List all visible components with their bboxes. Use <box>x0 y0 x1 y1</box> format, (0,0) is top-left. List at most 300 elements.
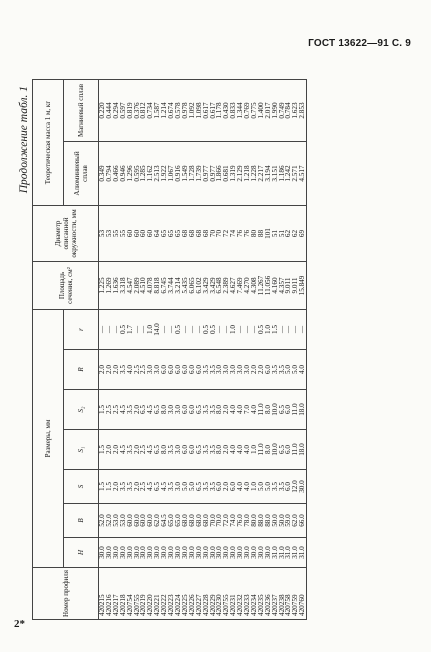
table-cell: 420754 <box>127 568 134 620</box>
table-cell: 30.0 <box>251 538 258 568</box>
table-cell: 4.627 <box>230 262 237 310</box>
table-cell: 4.0 <box>127 350 134 390</box>
table-cell: 7.0 <box>244 390 251 430</box>
table-cell: 1.0 <box>251 470 258 504</box>
table-cell: 30.0 <box>140 538 147 568</box>
table-cell: 4.517 <box>299 142 306 206</box>
table-cell: 1.990 <box>272 80 279 142</box>
table-cell: 53.0 <box>120 504 127 538</box>
table-cell: 1.866 <box>216 142 223 206</box>
table-cell: 0.578 <box>175 80 182 142</box>
header-profile-number: Номер профиля <box>33 568 99 620</box>
table-row <box>175 80 182 620</box>
table-row <box>237 80 244 620</box>
table-cell: 80 <box>251 206 258 262</box>
table-cell: 1.162 <box>147 142 154 206</box>
table-cell: 30.0 <box>189 538 196 568</box>
table-cell: 0.595 <box>134 142 141 206</box>
table-cell: 6.0 <box>285 430 292 470</box>
table-cell: 0.617 <box>203 80 210 142</box>
table-cell: 6.0 <box>182 390 189 430</box>
table-cell: 420217 <box>113 568 120 620</box>
table-cell: 30.0 <box>223 538 230 568</box>
table-cell: 9.011 <box>292 262 299 310</box>
table-cell: 6.0 <box>189 350 196 390</box>
table-cell: 420228 <box>203 568 210 620</box>
header-mass-group: Теоретическая масса 1 м, кг <box>33 80 64 206</box>
table-cell: 1.5 <box>272 310 279 350</box>
table-cell: 1.214 <box>161 80 168 142</box>
table-row <box>210 80 217 620</box>
table-row <box>251 80 258 620</box>
table-cell: 0.466 <box>113 142 120 206</box>
table-cell: 3.0 <box>175 430 182 470</box>
table-row <box>99 80 106 620</box>
table-cell: 2.0 <box>223 390 230 430</box>
table-row <box>216 80 223 620</box>
table-cell: 420220 <box>147 568 154 620</box>
table-cell: 3.5 <box>127 470 134 504</box>
table-cell: 6.5 <box>140 390 147 430</box>
table-cell: 30.0 <box>120 538 127 568</box>
table-cell: 50.0 <box>272 504 279 538</box>
table-cell: 3.5 <box>210 470 217 504</box>
table-cell: 420224 <box>175 568 182 620</box>
table-cell: 0.597 <box>120 80 127 142</box>
table-cell: — <box>134 310 141 350</box>
table-cell: 68.0 <box>182 504 189 538</box>
table-cell: 2.5 <box>106 390 113 430</box>
table-cell: 65 <box>168 206 175 262</box>
header-r: r <box>64 310 99 350</box>
table-cell: — <box>285 310 292 350</box>
table-cell: 0.819 <box>127 80 134 142</box>
table-cell: 2.0 <box>106 430 113 470</box>
table-cell: 1.269 <box>106 262 113 310</box>
table-continuation-label: Продолжение табл. 1 <box>18 86 30 194</box>
table-cell: 420222 <box>161 568 168 620</box>
table-cell: 7.469 <box>237 262 244 310</box>
table-cell: 1.587 <box>154 80 161 142</box>
table-cell: 68 <box>189 206 196 262</box>
table-cell: 6.5 <box>196 430 203 470</box>
table-cell: 3.5 <box>127 390 134 430</box>
table-cell: 68 <box>203 206 210 262</box>
table-cell: 60.0 <box>134 504 141 538</box>
table-cell: 4.0 <box>251 390 258 430</box>
table-cell: 6.0 <box>196 350 203 390</box>
table-row <box>106 80 113 620</box>
table-cell: 6.0 <box>285 470 292 504</box>
table-cell: 70.0 <box>210 504 217 538</box>
table-cell: 3.214 <box>175 262 182 310</box>
table-cell: 1.242 <box>285 142 292 206</box>
table-cell: 0.294 <box>113 80 120 142</box>
table-cell: 0.734 <box>147 80 154 142</box>
table-row <box>223 80 230 620</box>
table-cell: 51 <box>279 206 286 262</box>
table-cell: 1.092 <box>189 80 196 142</box>
table-cell: 4.5 <box>147 430 154 470</box>
table-cell: 88.0 <box>258 504 265 538</box>
table-cell: 4.308 <box>251 262 258 310</box>
table-cell: — <box>140 310 147 350</box>
table-cell: 4.0 <box>237 470 244 504</box>
table-cell: 0.812 <box>140 80 147 142</box>
table-row <box>134 80 141 620</box>
table-cell: 66.0 <box>299 504 306 538</box>
table-cell: 3.429 <box>210 262 217 310</box>
table-row <box>285 80 292 620</box>
table-cell: 4.5 <box>147 470 154 504</box>
table-cell: 4.160 <box>272 262 279 310</box>
table-cell: 60 <box>140 206 147 262</box>
table-row <box>230 80 237 620</box>
table-cell: 30.0 <box>175 538 182 568</box>
table-row <box>154 80 161 620</box>
table-cell: 0.833 <box>230 80 237 142</box>
table-cell: 6.0 <box>182 430 189 470</box>
table-cell: 2.129 <box>237 142 244 206</box>
table-cell: 3.0 <box>216 350 223 390</box>
table-cell: 3.5 <box>120 470 127 504</box>
table-cell: 420215 <box>99 568 106 620</box>
table-cell: 30.0 <box>230 538 237 568</box>
table-cell: 6.0 <box>175 350 182 390</box>
table-cell: 3.5 <box>127 430 134 470</box>
table-cell: 69 <box>299 206 306 262</box>
table-cell: 2.217 <box>258 142 265 206</box>
table-cell: 6.5 <box>279 390 286 430</box>
header-S2: S₂ <box>64 390 99 430</box>
header-aluminum: Алюминиевый сплав <box>64 142 99 206</box>
table-cell: 6.5 <box>154 430 161 470</box>
table-cell: — <box>113 310 120 350</box>
table-cell: 1.228 <box>251 142 258 206</box>
document-reference: ГОСТ 13622—91 С. 9 <box>308 38 411 49</box>
table-cell: 0.5 <box>203 310 210 350</box>
table-cell: 4.078 <box>147 262 154 310</box>
table-cell: 88 <box>258 206 265 262</box>
table-cell: 4.357 <box>279 262 286 310</box>
table-cell: 2.5 <box>134 350 141 390</box>
table-cell: 30.0 <box>147 538 154 568</box>
table-cell: 2.0 <box>134 390 141 430</box>
table-cell: — <box>292 310 299 350</box>
table-cell: 14.0 <box>154 310 161 350</box>
table-cell: 4.0 <box>244 470 251 504</box>
table-row <box>292 80 299 620</box>
table-cell: 3.5 <box>272 470 279 504</box>
table-row <box>258 80 265 620</box>
table-cell: 30.0 <box>196 538 203 568</box>
table-cell: 4.270 <box>244 262 251 310</box>
table-cell: 2.0 <box>223 470 230 504</box>
table-cell: 62.0 <box>292 504 299 538</box>
table-cell: 60 <box>147 206 154 262</box>
table-cell: — <box>237 310 244 350</box>
page-number: 2* <box>14 618 25 630</box>
table-cell: 0.376 <box>134 80 141 142</box>
table-cell: 6.5 <box>196 470 203 504</box>
table-cell: 6.065 <box>189 262 196 310</box>
table-cell: 31.0 <box>292 538 299 568</box>
table-row <box>196 80 203 620</box>
table-cell: 30.0 <box>161 538 168 568</box>
header-dimensions-group: Размеры, мм <box>33 310 64 568</box>
table-cell: 1.5 <box>106 470 113 504</box>
table-cell: 1.285 <box>140 142 147 206</box>
table-body <box>99 80 307 620</box>
table-cell: 74.0 <box>230 504 237 538</box>
table-cell: 0.784 <box>285 80 292 142</box>
table-cell: 1.296 <box>127 142 134 206</box>
table-cell: 2.0 <box>106 350 113 390</box>
table-cell: 60.0 <box>127 504 134 538</box>
table-cell: 3.5 <box>279 470 286 504</box>
table-cell: 420219 <box>140 568 147 620</box>
table-cell: 55 <box>120 206 127 262</box>
table-cell: — <box>251 310 258 350</box>
table-cell: 3.0 <box>168 390 175 430</box>
table-cell: 420755 <box>134 568 141 620</box>
table-cell: 420233 <box>244 568 251 620</box>
table-cell: 50.0 <box>279 504 286 538</box>
header-H: H <box>64 538 99 568</box>
table-cell: 2.0 <box>134 430 141 470</box>
header-R: R <box>64 350 99 390</box>
table-cell: — <box>182 310 189 350</box>
table-cell: 68 <box>196 206 203 262</box>
table-cell: 11.0 <box>258 430 265 470</box>
table-cell: 2.5 <box>140 350 147 390</box>
table-cell: 31.0 <box>299 538 306 568</box>
table-cell: 6.0 <box>189 430 196 470</box>
table-cell: 65 <box>175 206 182 262</box>
table-cell: 30.0 <box>168 538 175 568</box>
table-cell: 30.0 <box>134 538 141 568</box>
table-cell: 3.5 <box>120 350 127 390</box>
table-cell: 64 <box>154 206 161 262</box>
table-cell: 53 <box>106 206 113 262</box>
table-cell: 8.0 <box>216 430 223 470</box>
table-cell: 420232 <box>237 568 244 620</box>
table-row <box>279 80 286 620</box>
table-cell: 0.769 <box>244 80 251 142</box>
table-cell: 0.5 <box>258 310 265 350</box>
table-cell: 68.0 <box>189 504 196 538</box>
table-cell: 60.0 <box>140 504 147 538</box>
table-cell: 420230 <box>216 568 223 620</box>
table-row <box>189 80 196 620</box>
table-cell: 4.0 <box>299 350 306 390</box>
table-cell: 1.739 <box>196 142 203 206</box>
table-cell: 2.0 <box>99 350 106 390</box>
table-cell: 1.186 <box>279 142 286 206</box>
table-cell: 74 <box>230 206 237 262</box>
table-cell: 1.098 <box>196 80 203 142</box>
table-row <box>161 80 168 620</box>
table-cell: 3.5 <box>203 430 210 470</box>
table-cell: 4.5 <box>120 430 127 470</box>
table-cell: 62.0 <box>154 504 161 538</box>
table-cell: 76.0 <box>237 504 244 538</box>
table-cell: — <box>106 310 113 350</box>
table-cell: 72.0 <box>223 504 230 538</box>
table-cell: 1.623 <box>292 80 299 142</box>
table-cell: 2.0 <box>258 350 265 390</box>
table-cell: 420758 <box>285 568 292 620</box>
table-cell: 2.017 <box>265 80 272 142</box>
table-cell: 4.5 <box>120 390 127 430</box>
table-cell: 6.0 <box>216 470 223 504</box>
table-cell: — <box>223 310 230 350</box>
table-cell: 62 <box>285 206 292 262</box>
table-cell: 52.0 <box>106 504 113 538</box>
table-cell: 31.0 <box>285 538 292 568</box>
table-cell: 60 <box>134 206 141 262</box>
table-cell: 2.089 <box>134 262 141 310</box>
table-cell: 1.728 <box>189 142 196 206</box>
table-cell: 0.946 <box>120 142 127 206</box>
table-cell: 59.0 <box>285 504 292 538</box>
table-cell: 30.0 <box>113 538 120 568</box>
table-cell: 1.922 <box>161 142 168 206</box>
table-cell: — <box>196 310 203 350</box>
table-cell: 2.0 <box>223 430 230 470</box>
table-cell: 6.0 <box>285 390 292 430</box>
header-S: S <box>64 470 99 504</box>
table-row <box>244 80 251 620</box>
table-cell: 11.0 <box>258 390 265 430</box>
table-cell: 420236 <box>265 568 272 620</box>
profile-table <box>32 79 307 620</box>
table-cell: 1.0 <box>230 310 237 350</box>
header-circle-diameter: Диаметр описанной окружности, мм <box>33 206 99 262</box>
table-cell: 0.617 <box>210 80 217 142</box>
table-cell: 53.0 <box>113 504 120 538</box>
table-cell: 6.0 <box>182 350 189 390</box>
table-cell: 0.674 <box>168 80 175 142</box>
table-cell: 420226 <box>189 568 196 620</box>
table-cell: 1.5 <box>99 430 106 470</box>
table-cell: 65 <box>161 206 168 262</box>
table-cell: 70 <box>216 206 223 262</box>
table-cell: 2.0 <box>113 470 120 504</box>
table-cell: 8.0 <box>265 430 272 470</box>
table-cell: 1.344 <box>237 80 244 142</box>
table-cell: 2.0 <box>251 350 258 390</box>
table-cell: 11.267 <box>258 262 265 310</box>
table-cell: 1.0 <box>265 310 272 350</box>
table-cell: 3.0 <box>230 350 237 390</box>
table-cell: 11.0 <box>292 390 299 430</box>
table-cell: 1.7 <box>127 310 134 350</box>
table-cell: 2.571 <box>292 142 299 206</box>
table-cell: 18.0 <box>299 390 306 430</box>
table-cell: 420223 <box>168 568 175 620</box>
table-cell: 6.0 <box>265 350 272 390</box>
table-cell: 6.0 <box>161 350 168 390</box>
table-cell: 420235 <box>258 568 265 620</box>
table-cell: 3.5 <box>168 470 175 504</box>
table-cell: 0.775 <box>251 80 258 142</box>
table-cell: 30.0 <box>216 538 223 568</box>
table-row <box>127 80 134 620</box>
table-cell: 88.0 <box>265 504 272 538</box>
table-cell: 0.681 <box>223 142 230 206</box>
table-cell: 15.849 <box>299 262 306 310</box>
table-cell: 1.400 <box>258 80 265 142</box>
table-cell: 60.0 <box>147 504 154 538</box>
table-cell: — <box>244 310 251 350</box>
table-cell: 60 <box>127 206 134 262</box>
table-cell: 3.5 <box>203 390 210 430</box>
table-cell: 65.0 <box>175 504 182 538</box>
table-cell: 1.636 <box>113 262 120 310</box>
table-cell: 5.0 <box>265 470 272 504</box>
table-cell: 5.0 <box>292 350 299 390</box>
table-row <box>203 80 210 620</box>
table-cell: 6.5 <box>279 430 286 470</box>
table-cell: 0.444 <box>106 80 113 142</box>
table-cell: 78.0 <box>244 504 251 538</box>
table-cell: 53 <box>99 206 106 262</box>
table-cell: 51 <box>272 206 279 262</box>
table-cell: 8.0 <box>216 390 223 430</box>
table-cell: 2.0 <box>113 430 120 470</box>
table-cell: 64.5 <box>161 504 168 538</box>
table-cell: 2.0 <box>113 350 120 390</box>
table-cell: 3.5 <box>210 430 217 470</box>
table-cell: 2.389 <box>223 262 230 310</box>
table-cell: 420216 <box>106 568 113 620</box>
table-row <box>182 80 189 620</box>
table-cell: 9.011 <box>285 262 292 310</box>
table-cell: 30.0 <box>99 538 106 568</box>
table-cell: 30.0 <box>106 538 113 568</box>
table-cell: 68.0 <box>196 504 203 538</box>
table-cell: 3.0 <box>154 350 161 390</box>
table-cell: 1.0 <box>251 430 258 470</box>
table-cell: 8.0 <box>161 430 168 470</box>
table-cell: 6.5 <box>154 470 161 504</box>
table-row <box>168 80 175 620</box>
table-cell: 5.0 <box>189 470 196 504</box>
table-cell: 0.349 <box>99 142 106 206</box>
table-cell: 0.430 <box>223 80 230 142</box>
table-cell: — <box>189 310 196 350</box>
table-cell: — <box>216 310 223 350</box>
table-cell: 0.977 <box>203 142 210 206</box>
table-cell: 1.0 <box>147 310 154 350</box>
table-cell: 70.0 <box>216 504 223 538</box>
table-cell: 3.0 <box>223 350 230 390</box>
table-cell: 1.319 <box>230 142 237 206</box>
table-cell: 420221 <box>154 568 161 620</box>
table-cell: 3.0 <box>244 350 251 390</box>
table-cell: 5.0 <box>258 470 265 504</box>
table-cell: 70 <box>210 206 217 262</box>
table-cell: 3.318 <box>120 262 127 310</box>
table-cell: 2.0 <box>134 470 141 504</box>
table-cell: 420759 <box>292 568 299 620</box>
table-cell: 0.5 <box>210 310 217 350</box>
table-cell: 1.549 <box>182 142 189 206</box>
table-cell: 30.0 <box>258 538 265 568</box>
table-cell: 3.0 <box>147 350 154 390</box>
table-cell: 4.5 <box>161 470 168 504</box>
